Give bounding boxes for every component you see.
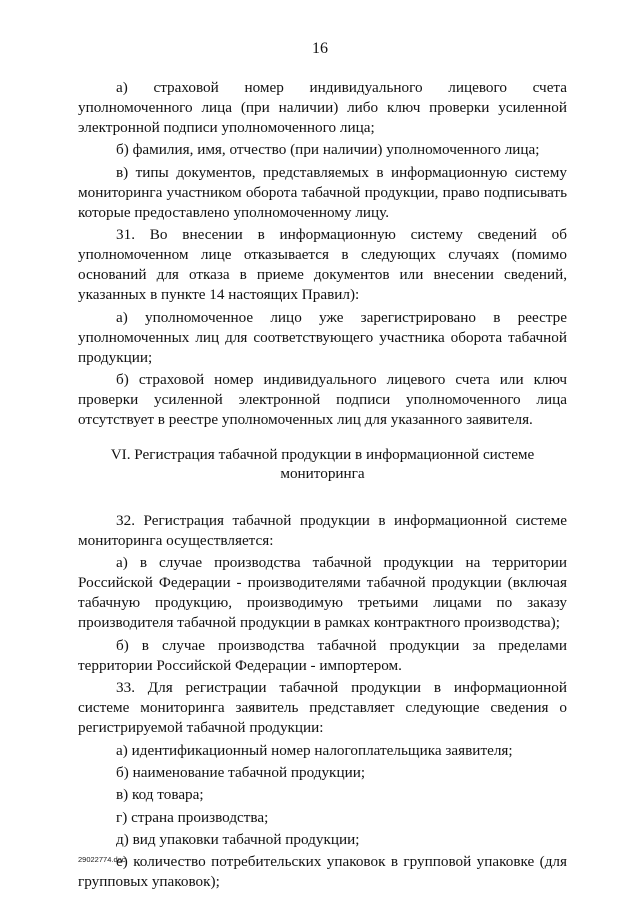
- document-body: [78, 78, 567, 895]
- section-heading: [78, 445, 567, 483]
- paragraph-33-v: в) код товара;: [116, 786, 204, 804]
- paragraph-33-g: г) страна производства;: [116, 808, 269, 826]
- paragraph-31-b: б) страховой номер индивидуального лицевого счета или ключ проверки усиленной электронной подписи уполномоченного лица отсутствует в реестре уполномоченных лиц для указанного заявителя.: [78, 370, 567, 428]
- paragraph-33-a: а) идентификационный номер налогоплательщика заявителя;: [116, 741, 513, 759]
- page-number: 16: [312, 40, 328, 57]
- paragraph-v-document-types: в) типы документов, представляемых в информационную систему мониторинга участником оборота табачной продукции, право подписывать которые предоставлено уполномоченному лицу.: [78, 163, 567, 221]
- paragraph-32-b: б) в случае производства табачной продукции за пределами территории Российской Федерации - импортером.: [78, 636, 567, 674]
- paragraph-31-a: а) уполномоченное лицо уже зарегистрировано в реестре уполномоченных лиц для соответствующего участника оборота табачной продукции;: [78, 308, 567, 366]
- section-heading-line2: мониторинга: [280, 464, 365, 482]
- paragraph-b-full-name: б) фамилия, имя, отчество (при наличии) уполномоченного лица;: [116, 141, 540, 159]
- paragraph-33-d: д) вид упаковки табачной продукции;: [116, 831, 360, 849]
- paragraph-33-b: б) наименование табачной продукции;: [116, 763, 366, 781]
- paragraph-31-refusal: 31. Во внесении в информационную систему сведений об уполномоченном лице отказывается в следующих случаях (помимо оснований для отказа в приеме документов или внесении сведений, указанных в пункте 14 настоящих Правил):: [78, 226, 567, 304]
- paragraph-33: 33. Для регистрации табачной продукции в информационной системе мониторинга заявитель представляет следующие сведения о регистрируемой табачной продукции:: [78, 679, 567, 737]
- footer-filename: 29022774.doc: [78, 855, 126, 864]
- paragraph-32-a: а) в случае производства табачной продукции на территории Российской Федерации - производителями табачной продукции (включая табачную продукцию, производимую третьими лицами по заказу производителя табачной продукции в рамках контрактного производства);: [78, 554, 567, 632]
- paragraph-32: 32. Регистрация табачной продукции в информационной системе мониторинга осуществляется:: [78, 511, 567, 549]
- paragraph-a-insurance-number: а) страховой номер индивидуального лицевого счета уполномоченного лица (при наличии) либо ключ проверки усиленной электронной подписи уполномоченного лица;: [78, 79, 567, 136]
- paragraph-33-e: е) количество потребительских упаковок в групповой упаковке (для групповых упаковок);: [78, 853, 567, 891]
- section-heading-line1: VI. Регистрация табачной продукции в информационной системе: [110, 445, 535, 463]
